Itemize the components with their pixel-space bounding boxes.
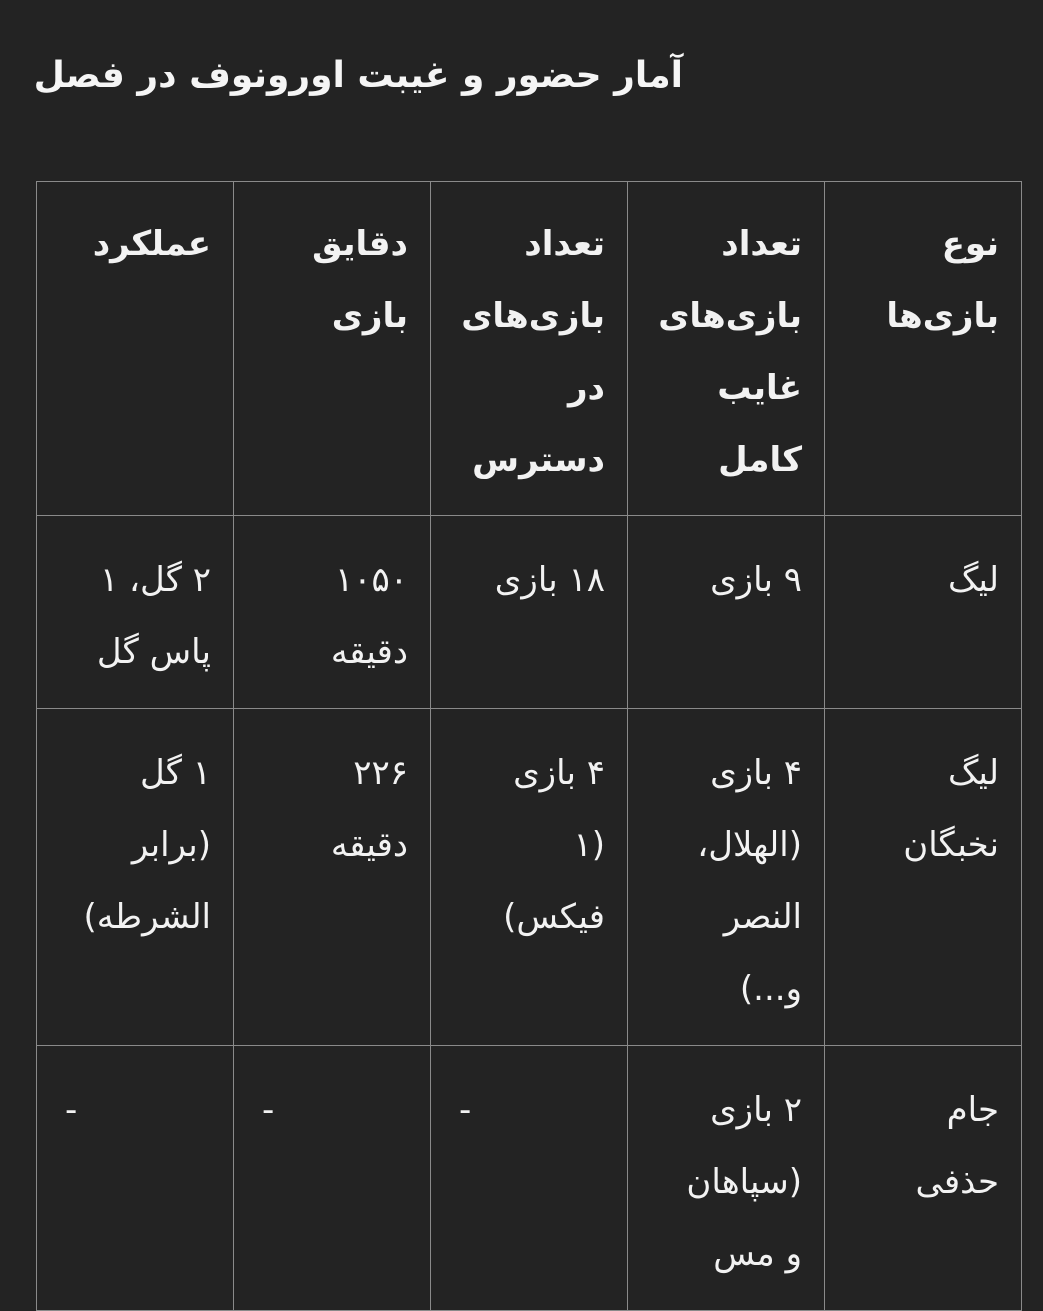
table-row — [37, 709, 1022, 1046]
cell-available-games: - — [431, 1046, 628, 1311]
cell-performance: ۲ گل، ۱ پاس گل — [37, 516, 234, 709]
page-title: آمار حضور و غیبت اورونوف در فصل — [33, 55, 683, 96]
cell-performance: - — [37, 1046, 234, 1311]
cell-minutes-played: ۱۰۵۰ دقیقه — [234, 516, 431, 709]
cell-minutes-played: ۲۲۶ دقیقه — [234, 709, 431, 1046]
header-games-type: نوع بازی‌ها — [825, 182, 1022, 516]
attendance-stats-table — [36, 181, 1022, 1311]
cell-full-absences: ۹ بازی — [628, 516, 825, 709]
cell-games-type: لیگ نخبگان — [825, 709, 1022, 1046]
header-full-absences: تعداد بازی‌های غایب کامل — [628, 182, 825, 516]
table-row — [37, 516, 1022, 709]
header-available-games: تعداد بازی‌های در دسترس — [431, 182, 628, 516]
cell-games-type: جام حذفی — [825, 1046, 1022, 1311]
cell-games-type: لیگ — [825, 516, 1022, 709]
table-header-row — [37, 182, 1022, 516]
cell-minutes-played: - — [234, 1046, 431, 1311]
cell-performance: ۱ گل (برابر الشرطه) — [37, 709, 234, 1046]
header-performance: عملکرد — [37, 182, 234, 516]
table-row — [37, 1046, 1022, 1311]
header-minutes-played: دقایق بازی — [234, 182, 431, 516]
cell-available-games: ۴ بازی (۱ فیکس) — [431, 709, 628, 1046]
cell-available-games: ۱۸ بازی — [431, 516, 628, 709]
cell-full-absences: ۲ بازی (سپاهان و مس — [628, 1046, 825, 1311]
cell-full-absences: ۴ بازی (الهلال، النصر و...) — [628, 709, 825, 1046]
